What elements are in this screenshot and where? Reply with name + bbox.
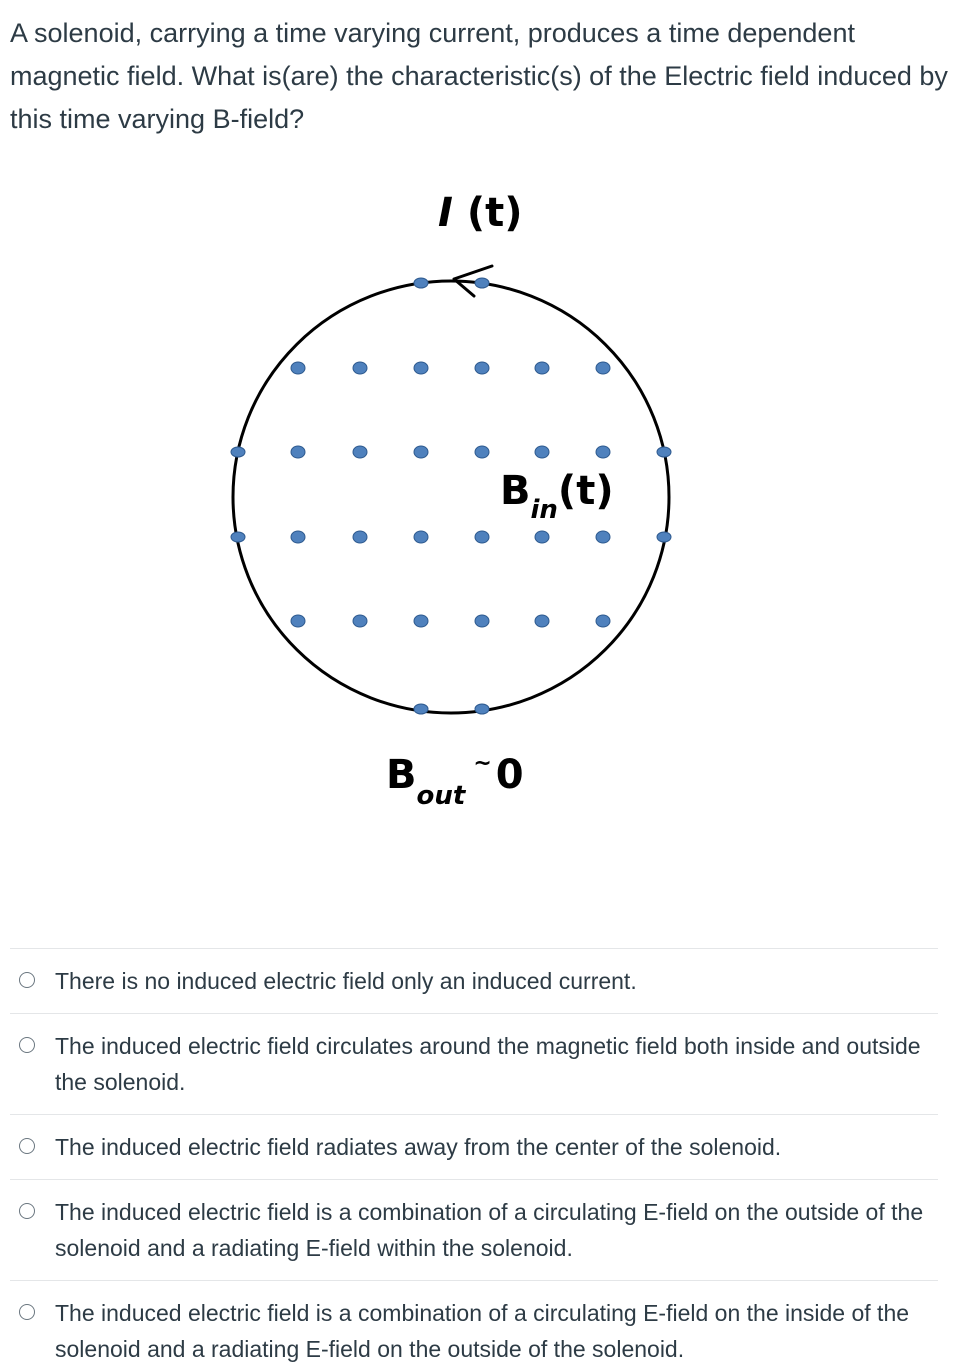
- b-field-dot: [291, 362, 305, 374]
- answer-option-4[interactable]: [10, 1179, 938, 1280]
- b-inside-label: [500, 468, 614, 525]
- answer-option-2[interactable]: [10, 1013, 938, 1114]
- b-inside-arg: (t): [557, 468, 614, 514]
- radio-button[interactable]: [19, 972, 35, 988]
- b-outside-value: 0: [495, 752, 524, 798]
- b-field-dot: [291, 446, 305, 458]
- b-field-dot: [475, 615, 489, 627]
- answer-option-3[interactable]: [10, 1114, 938, 1179]
- b-field-dot: [535, 615, 549, 627]
- b-outside-subscript: out: [416, 781, 466, 811]
- b-field-dot: [596, 362, 610, 374]
- b-inside-subscript: in: [530, 495, 558, 525]
- wire-dot: [475, 278, 489, 288]
- answer-option-label: The induced electric field circulates around the magnetic field both inside and outside the solenoid.: [55, 1033, 921, 1095]
- b-field-dot: [291, 615, 305, 627]
- wire-dot: [657, 532, 671, 542]
- radio-button[interactable]: [19, 1037, 35, 1053]
- wire-dot: [414, 278, 428, 288]
- answer-options: [10, 948, 938, 1372]
- b-field-dot: [414, 615, 428, 627]
- b-field-dot: [414, 531, 428, 543]
- answer-option-label: The induced electric field is a combination of a circulating E-field on the inside of the solenoid and a radiating E-field on the outside of the solenoid.: [55, 1300, 910, 1362]
- b-field-dot: [535, 531, 549, 543]
- radio-button[interactable]: [19, 1304, 35, 1320]
- b-field-dot: [414, 446, 428, 458]
- radio-button[interactable]: [19, 1203, 35, 1219]
- b-field-dot: [353, 615, 367, 627]
- wire-dot: [414, 704, 428, 714]
- b-field-dot: [596, 446, 610, 458]
- answer-option-label: The induced electric field is a combination of a circulating E-field on the outside of the solenoid and a radiating E-field within the solenoid.: [55, 1199, 924, 1261]
- current-arg: (t): [452, 190, 523, 236]
- b-outside-label: [386, 751, 524, 811]
- b-field-dot: [535, 446, 549, 458]
- b-field-dot: [353, 446, 367, 458]
- b-inside-symbol: B: [500, 468, 531, 514]
- b-field-dot: [475, 531, 489, 543]
- b-field-dot: [353, 362, 367, 374]
- question-text: A solenoid, carrying a time varying current, produces a time dependent magnetic field. What is(are) the characteristic(s) of the Electric field induced by this time varying B-field?: [10, 18, 948, 134]
- current-label: [438, 190, 523, 236]
- answer-option-label: The induced electric field radiates away from the center of the solenoid.: [55, 1134, 782, 1160]
- wire-dot: [657, 447, 671, 457]
- b-field-dot: [596, 531, 610, 543]
- b-field-dot: [353, 531, 367, 543]
- b-outside-symbol: B: [386, 752, 417, 798]
- answer-option-1[interactable]: [10, 948, 938, 1013]
- answer-option-5[interactable]: [10, 1280, 938, 1372]
- b-field-dot: [475, 446, 489, 458]
- b-field-dot: [475, 362, 489, 374]
- wire-dot: [231, 532, 245, 542]
- b-field-dot: [291, 531, 305, 543]
- b-field-dot: [414, 362, 428, 374]
- b-field-dot: [535, 362, 549, 374]
- answer-option-label: There is no induced electric field only an induced current.: [55, 968, 637, 994]
- b-field-dot: [596, 615, 610, 627]
- radio-button[interactable]: [19, 1138, 35, 1154]
- b-outside-approx: ~: [473, 751, 492, 776]
- wire-dot: [231, 447, 245, 457]
- wire-dot: [475, 704, 489, 714]
- current-symbol: I: [438, 190, 453, 236]
